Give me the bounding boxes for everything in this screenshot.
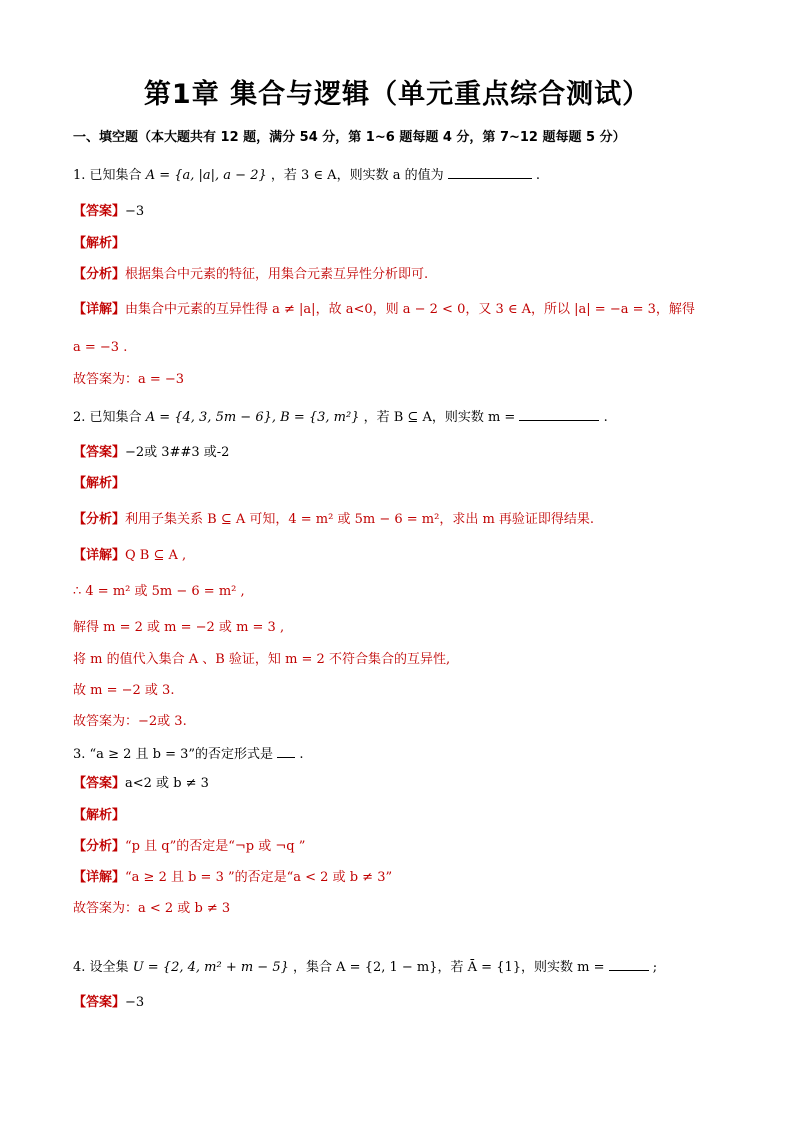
analysis-label: 【解析】 (73, 808, 126, 823)
q3-stem-text: 3. “a ≥ 2 且 b = 3”的否定形式是 (73, 747, 274, 762)
q2-stem-prefix: 2. 已知集合 (73, 410, 142, 425)
q2-detail-line5: 故 m = −2 或 3. (73, 683, 175, 698)
section-heading: 一、填空题（本大题共有 12 题，满分 54 分，第 1~6 题每题 4 分，第 7~12 题每题 5 分） (73, 130, 626, 145)
q4-set-expression: U = {2, 4, m² + m − 5} (132, 960, 289, 975)
detail-label: 【详解】 (73, 302, 126, 317)
q2-answer-blank[interactable] (519, 406, 599, 421)
fenxi-label: 【分析】 (73, 267, 126, 282)
q1-answer-value: −3 (125, 204, 145, 219)
q2-analysis-heading (73, 474, 125, 494)
detail-label: 【详解】 (73, 870, 126, 885)
q2-stem (73, 406, 608, 428)
q1-conclusion: 故答案为：a = −3 (73, 372, 185, 387)
q1-detail-line1: 由集合中元素的互异性得 a ≠ |a|，故 a<0，则 a − 2 < 0，又 3 ∈ A，所以 |a| = −a = 3，解得 (125, 302, 695, 317)
q2-stem-condition: ，若 B ⊆ A，则实数 m = (363, 410, 516, 425)
q2-fenxi-text: 利用子集关系 B ⊆ A 可知，4 = m² 或 5m − 6 = m²，求出 m 再验证即得结果. (125, 512, 595, 527)
q4-stem-condition: ，集合 A = {2, 1 − m}，若 Ā = {1}，则实数 m = (293, 960, 605, 975)
q1-answer-blank[interactable] (448, 164, 532, 179)
q4-stem (73, 956, 657, 978)
q3-fenxi-text: “p 且 q”的否定是“¬p 或 ¬q ” (125, 839, 306, 854)
fenxi-label: 【分析】 (73, 512, 126, 527)
detail-label: 【详解】 (73, 548, 126, 563)
q1-stem-prefix: 1. 已知集合 (73, 168, 142, 183)
q1-fenxi (73, 265, 428, 285)
analysis-label: 【解析】 (73, 476, 126, 491)
fenxi-label: 【分析】 (73, 839, 126, 854)
q3-answer-value: a<2 或 b ≠ 3 (125, 776, 209, 791)
q3-conclusion: 故答案为：a < 2 或 b ≠ 3 (73, 901, 231, 916)
q2-answer (73, 443, 229, 463)
q3-stem-end: . (299, 747, 304, 762)
q1-detail-cont: a = −3 . (73, 340, 128, 355)
q1-detail (73, 300, 695, 320)
q2-detail-line3: 解得 m = 2 或 m = −2 或 m = 3 , (73, 620, 285, 635)
q2-detail-line2: ∴ 4 = m² 或 5m − 6 = m² , (73, 584, 245, 599)
q3-answer-blank[interactable] (277, 743, 295, 758)
q2-answer-value: −2或 3##3 或-2 (125, 445, 230, 460)
q1-answer (73, 202, 144, 222)
q4-stem-prefix: 4. 设全集 (73, 960, 129, 975)
q3-answer (73, 774, 209, 794)
page-title: 第1章 集合与逻辑（单元重点综合测试） (143, 79, 651, 110)
analysis-label: 【解析】 (73, 236, 126, 251)
q2-detail (73, 546, 186, 566)
q3-detail (73, 868, 392, 888)
q4-answer-blank[interactable] (609, 956, 649, 971)
answer-label: 【答案】 (73, 995, 126, 1010)
answer-label: 【答案】 (73, 445, 126, 460)
q1-fenxi-text: 根据集合中元素的特征，用集合元素互异性分析即可. (125, 267, 429, 282)
q2-detail-line1: Q B ⊆ A , (125, 548, 187, 563)
q3-stem (73, 743, 303, 765)
answer-label: 【答案】 (73, 776, 126, 791)
q1-stem-end: . (535, 168, 541, 183)
q1-stem (73, 164, 540, 186)
q2-detail-line4: 将 m 的值代入集合 A 、B 验证，知 m = 2 不符合集合的互异性, (73, 652, 451, 667)
q3-analysis-heading (73, 806, 125, 826)
q3-detail-text: “a ≥ 2 且 b = 3 ”的否定是“a < 2 或 b ≠ 3” (125, 870, 393, 885)
q2-set-expression: A = {4, 3, 5m − 6}, B = {3, m²} (145, 410, 360, 425)
q2-conclusion: 故答案为：−2或 3. (73, 714, 187, 729)
q4-stem-end: ; (652, 960, 658, 975)
q1-analysis-heading (73, 234, 125, 254)
q2-stem-end: . (603, 410, 608, 425)
q1-stem-condition: ，若 3 ∈ A，则实数 a 的值为 (270, 168, 444, 183)
q1-set-expression: A = {a, |a|, a − 2} (145, 168, 267, 183)
q2-fenxi (73, 510, 594, 530)
q4-answer (73, 993, 144, 1013)
answer-label: 【答案】 (73, 204, 126, 219)
q3-fenxi (73, 837, 305, 857)
q4-answer-value: −3 (125, 995, 145, 1010)
